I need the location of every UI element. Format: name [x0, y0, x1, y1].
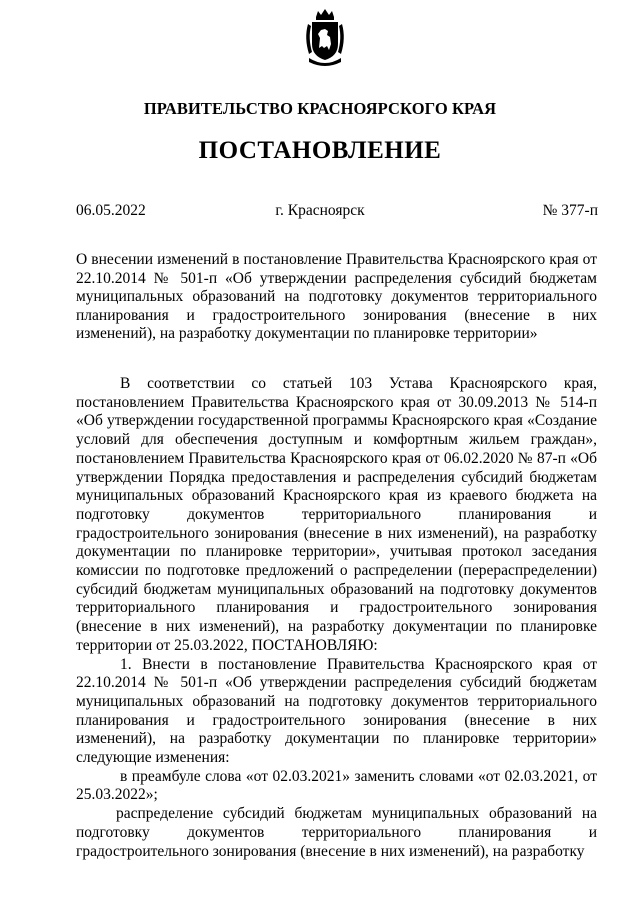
- document-date: 06.05.2022: [76, 202, 146, 219]
- item-1-change-a: в преамбуле слова «от 02.03.2021» заменить словами «от 02.03.2021, от 25.03.2022»;: [76, 767, 597, 804]
- document-city: г. Красноярск: [275, 202, 365, 219]
- organization-name: ПРАВИТЕЛЬСТВО КРАСНОЯРСКОГО КРАЯ: [143, 99, 497, 118]
- coat-of-arms-icon: [303, 8, 347, 70]
- preamble-paragraph: В соответствии со статьей 103 Устава Красноярского края, постановлением Правительства Красноярского края от 30.09.2013 № 514-п «Об утверждении государственной программы Красноярского края «Создание условий для обеспечения доступным и комфортным жильем граждан», постановлением Правительства Красноярского края от 06.02.2020 № 87-п «Об утверждении Порядка предоставления и распределения субсидий бюджетам муниципальных образований Красноярского края из краевого бюджета на подготовку документов территориального планирования и градостроительного зонирования (внесение в них изменений), на разработку документации по планировке территории», учитывая протокол заседания комиссии по подготовке предложений о распределении (перераспределении) субсидий бюджетам муниципальных образований на подготовку документов территориального планирования и градостроительного зонирования (внесение в них изменений), на разработку документации по планировке территории от 25.03.2022, ПОСТАНОВЛЯЮ:: [76, 375, 597, 654]
- document-body: [76, 375, 597, 861]
- document-title: О внесении изменений в постановление Правительства Красноярского края от 22.10.2014 № 501-п «Об утверждении распределения субсидий бюджетам муниципальных образований на подготовку документов территориального планирования и градостроительного зонирования (внесение в них изменений), на разработку документации по планировке территории»: [76, 251, 597, 343]
- document-type: ПОСТАНОВЛЕНИЕ: [198, 137, 442, 164]
- item-1-change-b: распределение субсидий бюджетам муниципальных образований на подготовку документов территориального планирования и градостроительного зонирования (внесение в них изменений), на разработку: [76, 805, 597, 860]
- item-1-paragraph: 1. Внести в постановление Правительства Красноярского края от 22.10.2014 № 501-п «Об утверждении распределения субсидий бюджетам муниципальных образований на подготовку документов территориального планирования и градостроительного зонирования (внесение в них изменений), на разработку документации по планировке территории» следующие изменения:: [76, 655, 597, 767]
- document-number: № 377-п: [542, 202, 598, 219]
